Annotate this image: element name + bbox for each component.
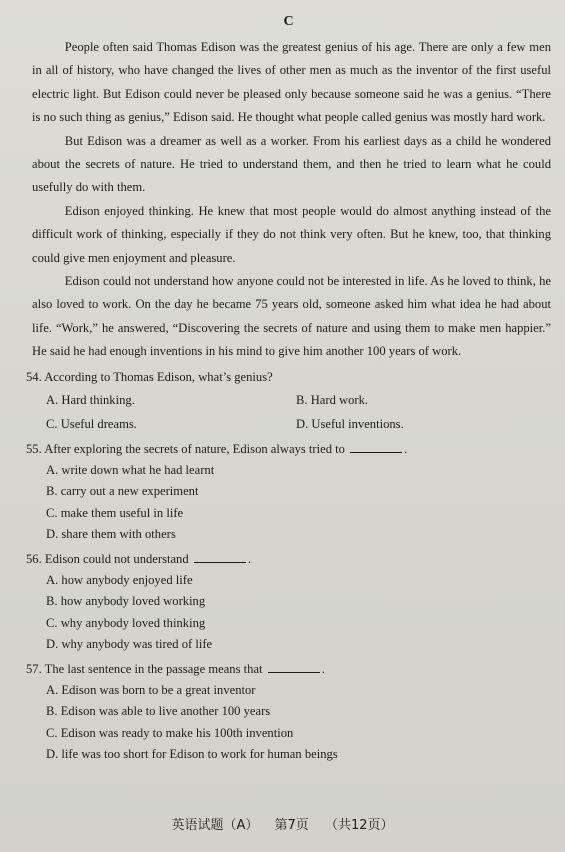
answer-blank [350,442,402,453]
option-b: B. carry out a new experiment [46,484,199,499]
option-c: C. Edison was ready to make his 100th invention [46,725,294,740]
option-d: D. Useful inventions. [296,416,404,431]
answer-options [46,460,551,546]
question-54 [26,366,551,436]
footer-page-number: 第7页 [274,818,309,833]
footer-page-total: （共12页） [324,818,394,833]
option-a: A. write down what he had learnt [46,462,215,477]
answer-blank [268,662,320,673]
passage-paragraph: Edison could not understand how anyone could not be interested in life. As he loved to think, he also loved to work. On the day he became 75 years old, someone asked him what idea he had about life. “Work,” he answered, “Discovering the secrets of nature and using them to make men happier.” He said he had enough inventions in his mind to give him another 100 years of work. [32,274,551,359]
answer-blank [194,552,246,563]
option-c: C. Useful dreams. [46,416,137,431]
question-57 [26,658,551,766]
passage-paragraph: But Edison was a dreamer as well as a worker. From his earliest days as a child he wondered about the secrets of nature. He tried to understand them, and then he tried to learn what he could usefully do with them. [32,133,551,195]
answer-options [46,680,551,766]
passage-paragraph: People often said Thomas Edison was the greatest genius of his age. There are only a few men in all of history, who have changed the lives of other men as much as the inventor of the first useful electric light. But Edison could never be pleased only because someone said he was a genius. “There is no such thing as genius,” Edison said. He thought what people called genius was mostly hard work. [32,40,551,125]
option-d: D. why anybody was tired of life [46,637,213,652]
option-c: C. make them useful in life [46,505,184,520]
reading-passage [26,36,551,364]
option-b: B. Hard work. [296,392,369,407]
option-d: D. life was too short for Edison to work for human beings [46,747,338,762]
question-stem: 57. The last sentence in the passage means that . [26,661,325,676]
option-b: B. Edison was able to live another 100 years [46,704,271,719]
answer-options [46,388,551,436]
passage-paragraph: Edison enjoyed thinking. He knew that most people would do almost anything instead of the difficult work of thinking, especially if they do not think very often. But he knew, too, that thinking could give men enjoyment and pleasure. [32,203,551,265]
option-a: A. how anybody enjoyed life [46,572,193,587]
question-stem: 54. According to Thomas Edison, what’s genius? [26,369,273,384]
option-d: D. share them with others [46,527,176,542]
question-stem: 55. After exploring the secrets of nature, Edison always tried to . [26,441,408,456]
section-letter: C [283,14,294,29]
answer-options [46,570,551,656]
option-b: B. how anybody loved working [46,594,206,609]
question-55 [26,438,551,546]
option-a: A. Hard thinking. [46,392,135,407]
footer-subject: 英语试题（A） [171,818,259,833]
option-c: C. why anybody loved thinking [46,615,206,630]
question-56 [26,548,551,656]
page-footer [0,814,565,833]
question-stem: 56. Edison could not understand . [26,551,251,566]
option-a: A. Edison was born to be a great inventor [46,682,256,697]
